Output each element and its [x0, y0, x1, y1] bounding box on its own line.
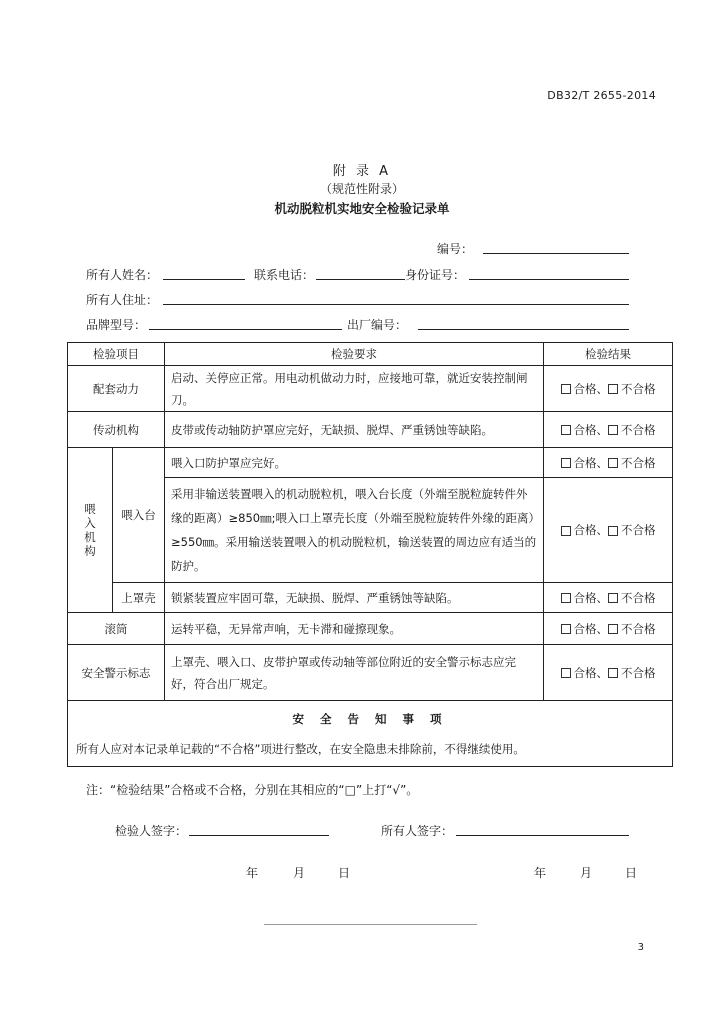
- inspector-date-year: 年: [246, 866, 259, 880]
- fail-label: 不合格: [621, 665, 656, 680]
- pass-label: 合格、: [573, 422, 608, 437]
- page-number: 3: [637, 942, 644, 953]
- requirement-cell: 采用非输送装置喂入的机动脱粒机，喂入台长度（外端至脱粒旋转件外缘的距离）≥850㎜;喂入口上罩壳长度（外端至脱粒旋转件外缘的距离）≥550㎜。采用输送装置喂入的机动脱粒机，输送装置的周边应有适当的防护。: [165, 478, 544, 583]
- item-cell: 传动机构: [68, 412, 165, 448]
- number-label: 编号：: [437, 242, 474, 256]
- address-label: 所有人住址：: [86, 293, 159, 307]
- result-cell: [544, 478, 673, 583]
- table-row: [68, 366, 673, 412]
- notice-text: 所有人应对本记录单记载的“不合格”项进行整改，在安全隐患未排除前，不得继续使用。: [76, 741, 525, 756]
- result-cell: [544, 448, 673, 478]
- fail-label: 不合格: [621, 422, 656, 437]
- table-row: [68, 613, 673, 645]
- address-field[interactable]: [163, 304, 629, 305]
- pass-checkbox[interactable]: [561, 624, 571, 634]
- requirement-cell: 上罩壳、喂入口、皮带护罩或传动轴等部位附近的安全警示标志应完好，符合出厂规定。: [165, 645, 544, 701]
- inspector-date-day: 日: [338, 866, 351, 880]
- fail-checkbox[interactable]: [608, 458, 618, 468]
- inspector-signature-label: 检验人签字：: [115, 824, 188, 838]
- fail-label: 不合格: [621, 381, 656, 396]
- table-header-row: [68, 343, 673, 366]
- owner-name-field[interactable]: [163, 279, 245, 280]
- pass-checkbox[interactable]: [561, 668, 571, 678]
- footer-divider: [264, 924, 477, 925]
- item-cell: 上罩壳: [113, 583, 165, 613]
- owner-date-year: 年: [534, 866, 547, 880]
- fail-checkbox[interactable]: [608, 425, 618, 435]
- pass-checkbox[interactable]: [561, 384, 571, 394]
- table-row: [68, 583, 673, 613]
- result-cell: [544, 366, 673, 412]
- brand-label: 品牌型号：: [86, 318, 147, 332]
- serial-label: 出厂编号：: [347, 318, 408, 332]
- pass-checkbox[interactable]: [561, 425, 571, 435]
- fail-checkbox[interactable]: [608, 668, 618, 678]
- fail-checkbox[interactable]: [608, 624, 618, 634]
- safety-notice: [68, 701, 673, 767]
- result-cell: [544, 645, 673, 701]
- brand-field[interactable]: [149, 329, 342, 330]
- form-title: 机动脱粒机实地安全检验记录单: [274, 201, 450, 216]
- fail-label: 不合格: [621, 590, 656, 605]
- notice-row: [68, 701, 673, 767]
- phone-label: 联系电话：: [254, 268, 315, 282]
- phone-field[interactable]: [316, 279, 405, 280]
- pass-checkbox[interactable]: [561, 526, 571, 536]
- requirement-cell: 启动、关停应正常。用电动机做动力时，应接地可靠，就近安装控制闸刀。: [165, 366, 544, 412]
- result-note: 注：“检验结果”合格或不合格，分别在其相应的“□”上打“√”。: [86, 783, 419, 797]
- owner-name-label: 所有人姓名：: [86, 268, 159, 282]
- pass-checkbox[interactable]: [561, 458, 571, 468]
- owner-date-month: 月: [580, 866, 593, 880]
- requirement-cell: 锁紧装置应牢固可靠，无缺损、脱焊、严重锈蚀等缺陷。: [165, 583, 544, 613]
- serial-field[interactable]: [418, 329, 629, 330]
- table-row: [68, 645, 673, 701]
- pass-label: 合格、: [573, 590, 608, 605]
- fail-label: 不合格: [621, 523, 656, 537]
- document-code: DB32/T 2655-2014: [547, 89, 656, 102]
- pass-checkbox[interactable]: [561, 593, 571, 603]
- pass-label: 合格、: [573, 523, 608, 537]
- header-requirement: 检验要求: [165, 343, 544, 366]
- item-cell: 滚筒: [68, 613, 165, 645]
- header-item: 检验项目: [68, 343, 165, 366]
- item-cell: 安全警示标志: [68, 645, 165, 701]
- item-cell: 配套动力: [68, 366, 165, 412]
- result-cell: [544, 583, 673, 613]
- group-label: 喂入机构: [84, 502, 96, 558]
- result-cell: [544, 412, 673, 448]
- pass-label: 合格、: [573, 455, 608, 470]
- number-field[interactable]: [483, 253, 629, 254]
- id-field[interactable]: [469, 279, 629, 280]
- inspection-table: [67, 342, 673, 767]
- owner-date-day: 日: [625, 866, 638, 880]
- item-cell: 喂入台: [113, 448, 165, 583]
- pass-label: 合格、: [573, 381, 608, 396]
- header-result: 检验结果: [544, 343, 673, 366]
- pass-label: 合格、: [573, 665, 608, 680]
- owner-signature-field[interactable]: [456, 835, 629, 836]
- table-row: [68, 448, 673, 478]
- inspector-date-month: 月: [293, 866, 306, 880]
- result-cell: [544, 613, 673, 645]
- inspector-signature-field[interactable]: [189, 835, 329, 836]
- group-cell-feed-mechanism: [68, 448, 113, 613]
- requirement-cell: 运转平稳，无异常声响，无卡滞和碰擦现象。: [165, 613, 544, 645]
- requirement-cell: 皮带或传动轴防护罩应完好，无缺损、脱焊、严重锈蚀等缺陷。: [165, 412, 544, 448]
- fail-checkbox[interactable]: [608, 384, 618, 394]
- notice-title: 安 全 告 知 事 项: [292, 711, 448, 726]
- fail-checkbox[interactable]: [608, 526, 618, 536]
- fail-checkbox[interactable]: [608, 593, 618, 603]
- owner-signature-label: 所有人签字：: [381, 824, 454, 838]
- fail-label: 不合格: [621, 455, 656, 470]
- table-row: [68, 412, 673, 448]
- requirement-cell: 喂入口防护罩应完好。: [165, 448, 544, 478]
- id-label: 身份证号：: [405, 268, 466, 282]
- annex-title: 附 录 A: [332, 164, 392, 179]
- fail-label: 不合格: [621, 621, 656, 636]
- annex-nature: （规范性附录）: [319, 182, 404, 196]
- pass-label: 合格、: [573, 621, 608, 636]
